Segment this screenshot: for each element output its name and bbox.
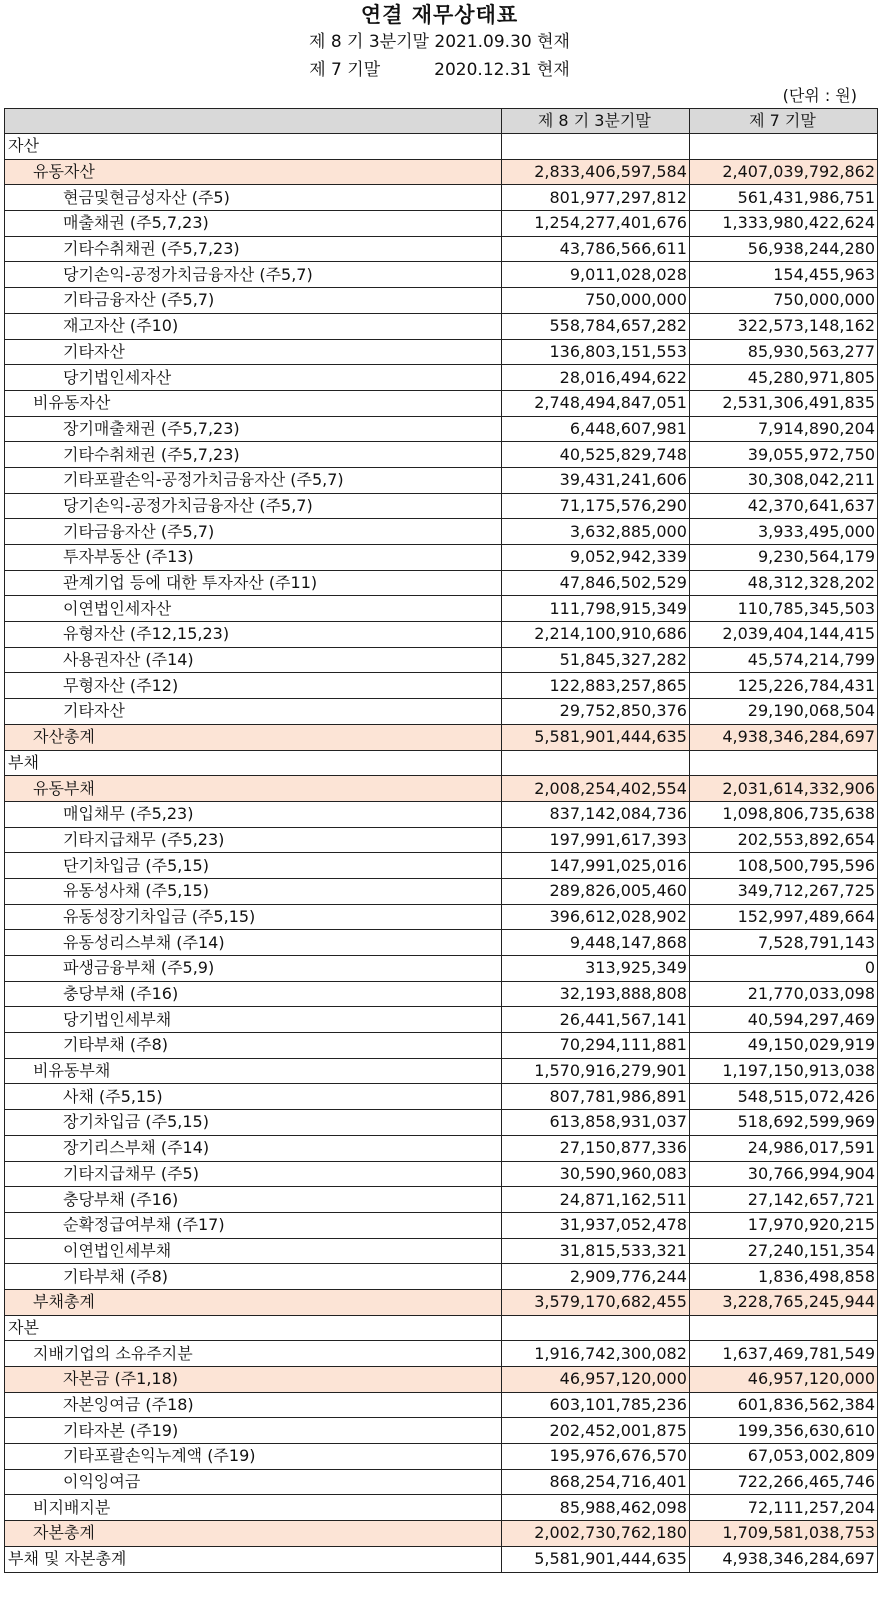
- account-label: 기타금융자산 (주5,7): [5, 288, 502, 314]
- prior-period-value: 110,785,345,503: [689, 596, 877, 622]
- account-label: 자산: [5, 134, 502, 160]
- prior-period-value: 21,770,033,098: [689, 981, 877, 1007]
- prior-period-value: 9,230,564,179: [689, 545, 877, 571]
- prior-period-value: 40,594,297,469: [689, 1007, 877, 1033]
- account-label: 기타지급채무 (주5,23): [5, 827, 502, 853]
- prior-period-value: 202,553,892,654: [689, 827, 877, 853]
- table-row: [5, 416, 878, 442]
- account-label: 이연법인세자산: [5, 596, 502, 622]
- table-row: [5, 339, 878, 365]
- table-row: [5, 724, 878, 750]
- prior-period-value: 561,431,986,751: [689, 185, 877, 211]
- table-row: [5, 596, 878, 622]
- prior-period-value: 29,190,068,504: [689, 699, 877, 725]
- current-period-value: 2,833,406,597,584: [501, 159, 689, 185]
- account-label: 유동성장기차입금 (주5,15): [5, 904, 502, 930]
- table-row: [5, 442, 878, 468]
- column-header-prior: 제 7 기말: [689, 109, 877, 134]
- prior-period-value: 39,055,972,750: [689, 442, 877, 468]
- current-period-value: 202,452,001,875: [501, 1418, 689, 1444]
- prior-period-value: 722,266,465,746: [689, 1469, 877, 1495]
- current-period-value: 558,784,657,282: [501, 313, 689, 339]
- current-period-value: 195,976,676,570: [501, 1444, 689, 1470]
- table-row: [5, 365, 878, 391]
- account-label: 장기매출채권 (주5,7,23): [5, 416, 502, 442]
- prior-period-value: 42,370,641,637: [689, 493, 877, 519]
- table-row: [5, 1367, 878, 1393]
- table-row: [5, 647, 878, 673]
- prior-period-value: 108,500,795,596: [689, 853, 877, 879]
- report-title: 연결 재무상태표: [360, 3, 519, 27]
- prior-period-value: 518,692,599,969: [689, 1110, 877, 1136]
- current-period-value: 40,525,829,748: [501, 442, 689, 468]
- account-label: 관계기업 등에 대한 투자자산 (주11): [5, 570, 502, 596]
- account-label: 현금및현금성자산 (주5): [5, 185, 502, 211]
- table-row: [5, 390, 878, 416]
- prior-period-value: 7,528,791,143: [689, 930, 877, 956]
- prior-period-value: 45,280,971,805: [689, 365, 877, 391]
- current-period-value: 2,214,100,910,686: [501, 622, 689, 648]
- account-label: 당기손익-공정가치금융자산 (주5,7): [5, 262, 502, 288]
- table-row: [5, 493, 878, 519]
- current-period-value: 27,150,877,336: [501, 1135, 689, 1161]
- table-row: [5, 1495, 878, 1521]
- prior-period-value: 125,226,784,431: [689, 673, 877, 699]
- table-row: [5, 827, 878, 853]
- prior-period-value: 46,957,120,000: [689, 1367, 877, 1393]
- account-label: 무형자산 (주12): [5, 673, 502, 699]
- account-label: 기타수취채권 (주5,7,23): [5, 442, 502, 468]
- prior-period-value: 45,574,214,799: [689, 647, 877, 673]
- unit-label: (단위 : 원): [782, 86, 857, 105]
- account-label: 장기리스부채 (주14): [5, 1135, 502, 1161]
- table-row: [5, 699, 878, 725]
- table-row: [5, 878, 878, 904]
- table-row: [5, 750, 878, 776]
- table-row: [5, 185, 878, 211]
- table-row: [5, 1007, 878, 1033]
- current-period-value: 39,431,241,606: [501, 467, 689, 493]
- account-label: 부채 및 자본총계: [5, 1546, 502, 1572]
- prior-period-value: 2,031,614,332,906: [689, 776, 877, 802]
- account-label: 비지배지분: [5, 1495, 502, 1521]
- account-label: 유동부채: [5, 776, 502, 802]
- account-label: 당기법인세부채: [5, 1007, 502, 1033]
- account-label: 재고자산 (주10): [5, 313, 502, 339]
- current-period-value: 9,448,147,868: [501, 930, 689, 956]
- table-row: [5, 1135, 878, 1161]
- table-row: [5, 1392, 878, 1418]
- account-label: 기타포괄손익-공정가치금융자산 (주5,7): [5, 467, 502, 493]
- account-label: 이연법인세부채: [5, 1238, 502, 1264]
- table-row: [5, 673, 878, 699]
- prior-period-value: 601,836,562,384: [689, 1392, 877, 1418]
- account-label: 부채총계: [5, 1289, 502, 1315]
- current-period-value: 31,815,533,321: [501, 1238, 689, 1264]
- current-period-value: 5,581,901,444,635: [501, 724, 689, 750]
- prior-period-value: 67,053,002,809: [689, 1444, 877, 1470]
- table-row: [5, 1264, 878, 1290]
- prior-period-value: 1,637,469,781,549: [689, 1341, 877, 1367]
- table-row: [5, 211, 878, 237]
- current-period-value: 2,008,254,402,554: [501, 776, 689, 802]
- table-row: [5, 467, 878, 493]
- account-label: 부채: [5, 750, 502, 776]
- table-row: [5, 545, 878, 571]
- account-label: 기타자산: [5, 699, 502, 725]
- account-label: 자본금 (주1,18): [5, 1367, 502, 1393]
- current-period-value: 3,579,170,682,455: [501, 1289, 689, 1315]
- prior-period-value: 199,356,630,610: [689, 1418, 877, 1444]
- current-period-value: 51,845,327,282: [501, 647, 689, 673]
- current-period-value: 289,826,005,460: [501, 878, 689, 904]
- table-row: [5, 904, 878, 930]
- prior-period-value: [689, 750, 877, 776]
- prior-period-value: 3,933,495,000: [689, 519, 877, 545]
- table-row: [5, 570, 878, 596]
- prior-period-value: 152,997,489,664: [689, 904, 877, 930]
- current-period-value: 31,937,052,478: [501, 1212, 689, 1238]
- prior-period-value: 49,150,029,919: [689, 1033, 877, 1059]
- current-period-value: 136,803,151,553: [501, 339, 689, 365]
- prior-period-value: 48,312,328,202: [689, 570, 877, 596]
- prior-period-value: 85,930,563,277: [689, 339, 877, 365]
- prior-period-value: 4,938,346,284,697: [689, 724, 877, 750]
- account-label: 유동성리스부채 (주14): [5, 930, 502, 956]
- current-period-value: 1,570,916,279,901: [501, 1058, 689, 1084]
- table-row: [5, 801, 878, 827]
- table-row: [5, 1521, 878, 1547]
- account-label: 기타금융자산 (주5,7): [5, 519, 502, 545]
- current-period-value: 147,991,025,016: [501, 853, 689, 879]
- table-header-row: [5, 109, 878, 134]
- prior-period-value: 1,197,150,913,038: [689, 1058, 877, 1084]
- prior-period-value: [689, 134, 877, 160]
- current-period-value: 1,254,277,401,676: [501, 211, 689, 237]
- prior-period-value: 154,455,963: [689, 262, 877, 288]
- prior-period-value: 322,573,148,162: [689, 313, 877, 339]
- prior-period-value: 2,039,404,144,415: [689, 622, 877, 648]
- current-period-value: 3,632,885,000: [501, 519, 689, 545]
- current-period-value: 396,612,028,902: [501, 904, 689, 930]
- table-row: [5, 262, 878, 288]
- current-period-value: 46,957,120,000: [501, 1367, 689, 1393]
- table-row: [5, 776, 878, 802]
- current-period-value: 85,988,462,098: [501, 1495, 689, 1521]
- prior-period-value: 750,000,000: [689, 288, 877, 314]
- account-label: 자본총계: [5, 1521, 502, 1547]
- current-period-value: 313,925,349: [501, 956, 689, 982]
- current-period-value: 2,748,494,847,051: [501, 390, 689, 416]
- prior-period-value: 4,938,346,284,697: [689, 1546, 877, 1572]
- table-row: [5, 853, 878, 879]
- current-period-value: 24,871,162,511: [501, 1187, 689, 1213]
- account-label: 장기차입금 (주5,15): [5, 1110, 502, 1136]
- account-label: 지배기업의 소유주지분: [5, 1341, 502, 1367]
- account-label: 이익잉여금: [5, 1469, 502, 1495]
- table-row: [5, 1341, 878, 1367]
- current-period-value: 111,798,915,349: [501, 596, 689, 622]
- current-period-value: 807,781,986,891: [501, 1084, 689, 1110]
- prior-period-value: 17,970,920,215: [689, 1212, 877, 1238]
- table-row: [5, 288, 878, 314]
- account-label: 자본: [5, 1315, 502, 1341]
- prior-period-value: 2,407,039,792,862: [689, 159, 877, 185]
- current-period-value: 750,000,000: [501, 288, 689, 314]
- account-label: 비유동자산: [5, 390, 502, 416]
- current-period-value: 801,977,297,812: [501, 185, 689, 211]
- prior-period-value: 1,709,581,038,753: [689, 1521, 877, 1547]
- current-period-value: 28,016,494,622: [501, 365, 689, 391]
- prior-period-value: 2,531,306,491,835: [689, 390, 877, 416]
- account-label: 사채 (주5,15): [5, 1084, 502, 1110]
- table-row: [5, 1058, 878, 1084]
- report-header: [0, 0, 879, 84]
- table-row: [5, 1289, 878, 1315]
- table-row: [5, 622, 878, 648]
- table-row: [5, 956, 878, 982]
- account-label: 파생금융부채 (주5,9): [5, 956, 502, 982]
- table-row: [5, 236, 878, 262]
- table-row: [5, 1238, 878, 1264]
- account-label: 유동자산: [5, 159, 502, 185]
- prior-period-value: 7,914,890,204: [689, 416, 877, 442]
- current-period-value: 837,142,084,736: [501, 801, 689, 827]
- prior-period-value: 3,228,765,245,944: [689, 1289, 877, 1315]
- account-label: 기타포괄손익누계액 (주19): [5, 1444, 502, 1470]
- account-label: 기타자산: [5, 339, 502, 365]
- table-row: [5, 1418, 878, 1444]
- account-label: 충당부채 (주16): [5, 1187, 502, 1213]
- account-label: 당기법인세자산: [5, 365, 502, 391]
- account-label: 기타지급채무 (주5): [5, 1161, 502, 1187]
- account-label: 기타수취채권 (주5,7,23): [5, 236, 502, 262]
- prior-period-value: 30,308,042,211: [689, 467, 877, 493]
- current-period-value: 868,254,716,401: [501, 1469, 689, 1495]
- table-body: [5, 134, 878, 1573]
- account-label: 매입채무 (주5,23): [5, 801, 502, 827]
- current-period-value: 9,052,942,339: [501, 545, 689, 571]
- table-row: [5, 1110, 878, 1136]
- current-period-value: 197,991,617,393: [501, 827, 689, 853]
- table-row: [5, 981, 878, 1007]
- prior-period-value: 349,712,267,725: [689, 878, 877, 904]
- current-period-value: 122,883,257,865: [501, 673, 689, 699]
- account-label: 유형자산 (주12,15,23): [5, 622, 502, 648]
- account-label: 비유동부채: [5, 1058, 502, 1084]
- account-label: 투자부동산 (주13): [5, 545, 502, 571]
- prior-period-value: 0: [689, 956, 877, 982]
- table-row: [5, 1187, 878, 1213]
- table-row: [5, 1033, 878, 1059]
- prior-period-value: 1,836,498,858: [689, 1264, 877, 1290]
- table-row: [5, 313, 878, 339]
- table-row: [5, 930, 878, 956]
- account-label: 자산총계: [5, 724, 502, 750]
- account-label: 순확정급여부채 (주17): [5, 1212, 502, 1238]
- current-period-value: 43,786,566,611: [501, 236, 689, 262]
- account-label: 자본잉여금 (주18): [5, 1392, 502, 1418]
- prior-period-value: 72,111,257,204: [689, 1495, 877, 1521]
- prior-period-value: 30,766,994,904: [689, 1161, 877, 1187]
- current-period-value: 1,916,742,300,082: [501, 1341, 689, 1367]
- table-row: [5, 1469, 878, 1495]
- current-period-value: 47,846,502,529: [501, 570, 689, 596]
- current-period-value: 71,175,576,290: [501, 493, 689, 519]
- current-period-value: 613,858,931,037: [501, 1110, 689, 1136]
- current-period-value: 32,193,888,808: [501, 981, 689, 1007]
- table-row: [5, 1444, 878, 1470]
- prior-period-value: 27,142,657,721: [689, 1187, 877, 1213]
- table-row: [5, 1212, 878, 1238]
- prior-period-value: 27,240,151,354: [689, 1238, 877, 1264]
- column-header-account: [5, 109, 502, 134]
- table-row: [5, 1084, 878, 1110]
- table-row: [5, 159, 878, 185]
- current-period-value: 6,448,607,981: [501, 416, 689, 442]
- table-row: [5, 1546, 878, 1572]
- table-row: [5, 519, 878, 545]
- prior-period-value: 1,333,980,422,624: [689, 211, 877, 237]
- balance-sheet-table: [4, 108, 878, 1573]
- column-header-current: 제 8 기 3분기말: [501, 109, 689, 134]
- prior-period-value: [689, 1315, 877, 1341]
- prior-period-value: 548,515,072,426: [689, 1084, 877, 1110]
- account-label: 기타부채 (주8): [5, 1264, 502, 1290]
- current-period-value: 26,441,567,141: [501, 1007, 689, 1033]
- prior-period-value: 56,938,244,280: [689, 236, 877, 262]
- account-label: 충당부채 (주16): [5, 981, 502, 1007]
- account-label: 기타부채 (주8): [5, 1033, 502, 1059]
- current-period-value: 2,002,730,762,180: [501, 1521, 689, 1547]
- current-period-value: 70,294,111,881: [501, 1033, 689, 1059]
- current-period-value: [501, 134, 689, 160]
- table-row: [5, 1161, 878, 1187]
- account-label: 사용권자산 (주14): [5, 647, 502, 673]
- current-period-value: 2,909,776,244: [501, 1264, 689, 1290]
- period-current: 제 8 기 3분기말 2021.09.30 현재: [309, 32, 570, 52]
- account-label: 기타자본 (주19): [5, 1418, 502, 1444]
- current-period-value: [501, 1315, 689, 1341]
- period-prior: 제 7 기말 2020.12.31 현재: [309, 60, 570, 80]
- account-label: 매출채권 (주5,7,23): [5, 211, 502, 237]
- current-period-value: 29,752,850,376: [501, 699, 689, 725]
- prior-period-value: 24,986,017,591: [689, 1135, 877, 1161]
- account-label: 유동성사채 (주5,15): [5, 878, 502, 904]
- table-row: [5, 1315, 878, 1341]
- current-period-value: 5,581,901,444,635: [501, 1546, 689, 1572]
- account-label: 단기차입금 (주5,15): [5, 853, 502, 879]
- prior-period-value: 1,098,806,735,638: [689, 801, 877, 827]
- current-period-value: 603,101,785,236: [501, 1392, 689, 1418]
- current-period-value: 30,590,960,083: [501, 1161, 689, 1187]
- current-period-value: 9,011,028,028: [501, 262, 689, 288]
- table-row: [5, 134, 878, 160]
- current-period-value: [501, 750, 689, 776]
- account-label: 당기손익-공정가치금융자산 (주5,7): [5, 493, 502, 519]
